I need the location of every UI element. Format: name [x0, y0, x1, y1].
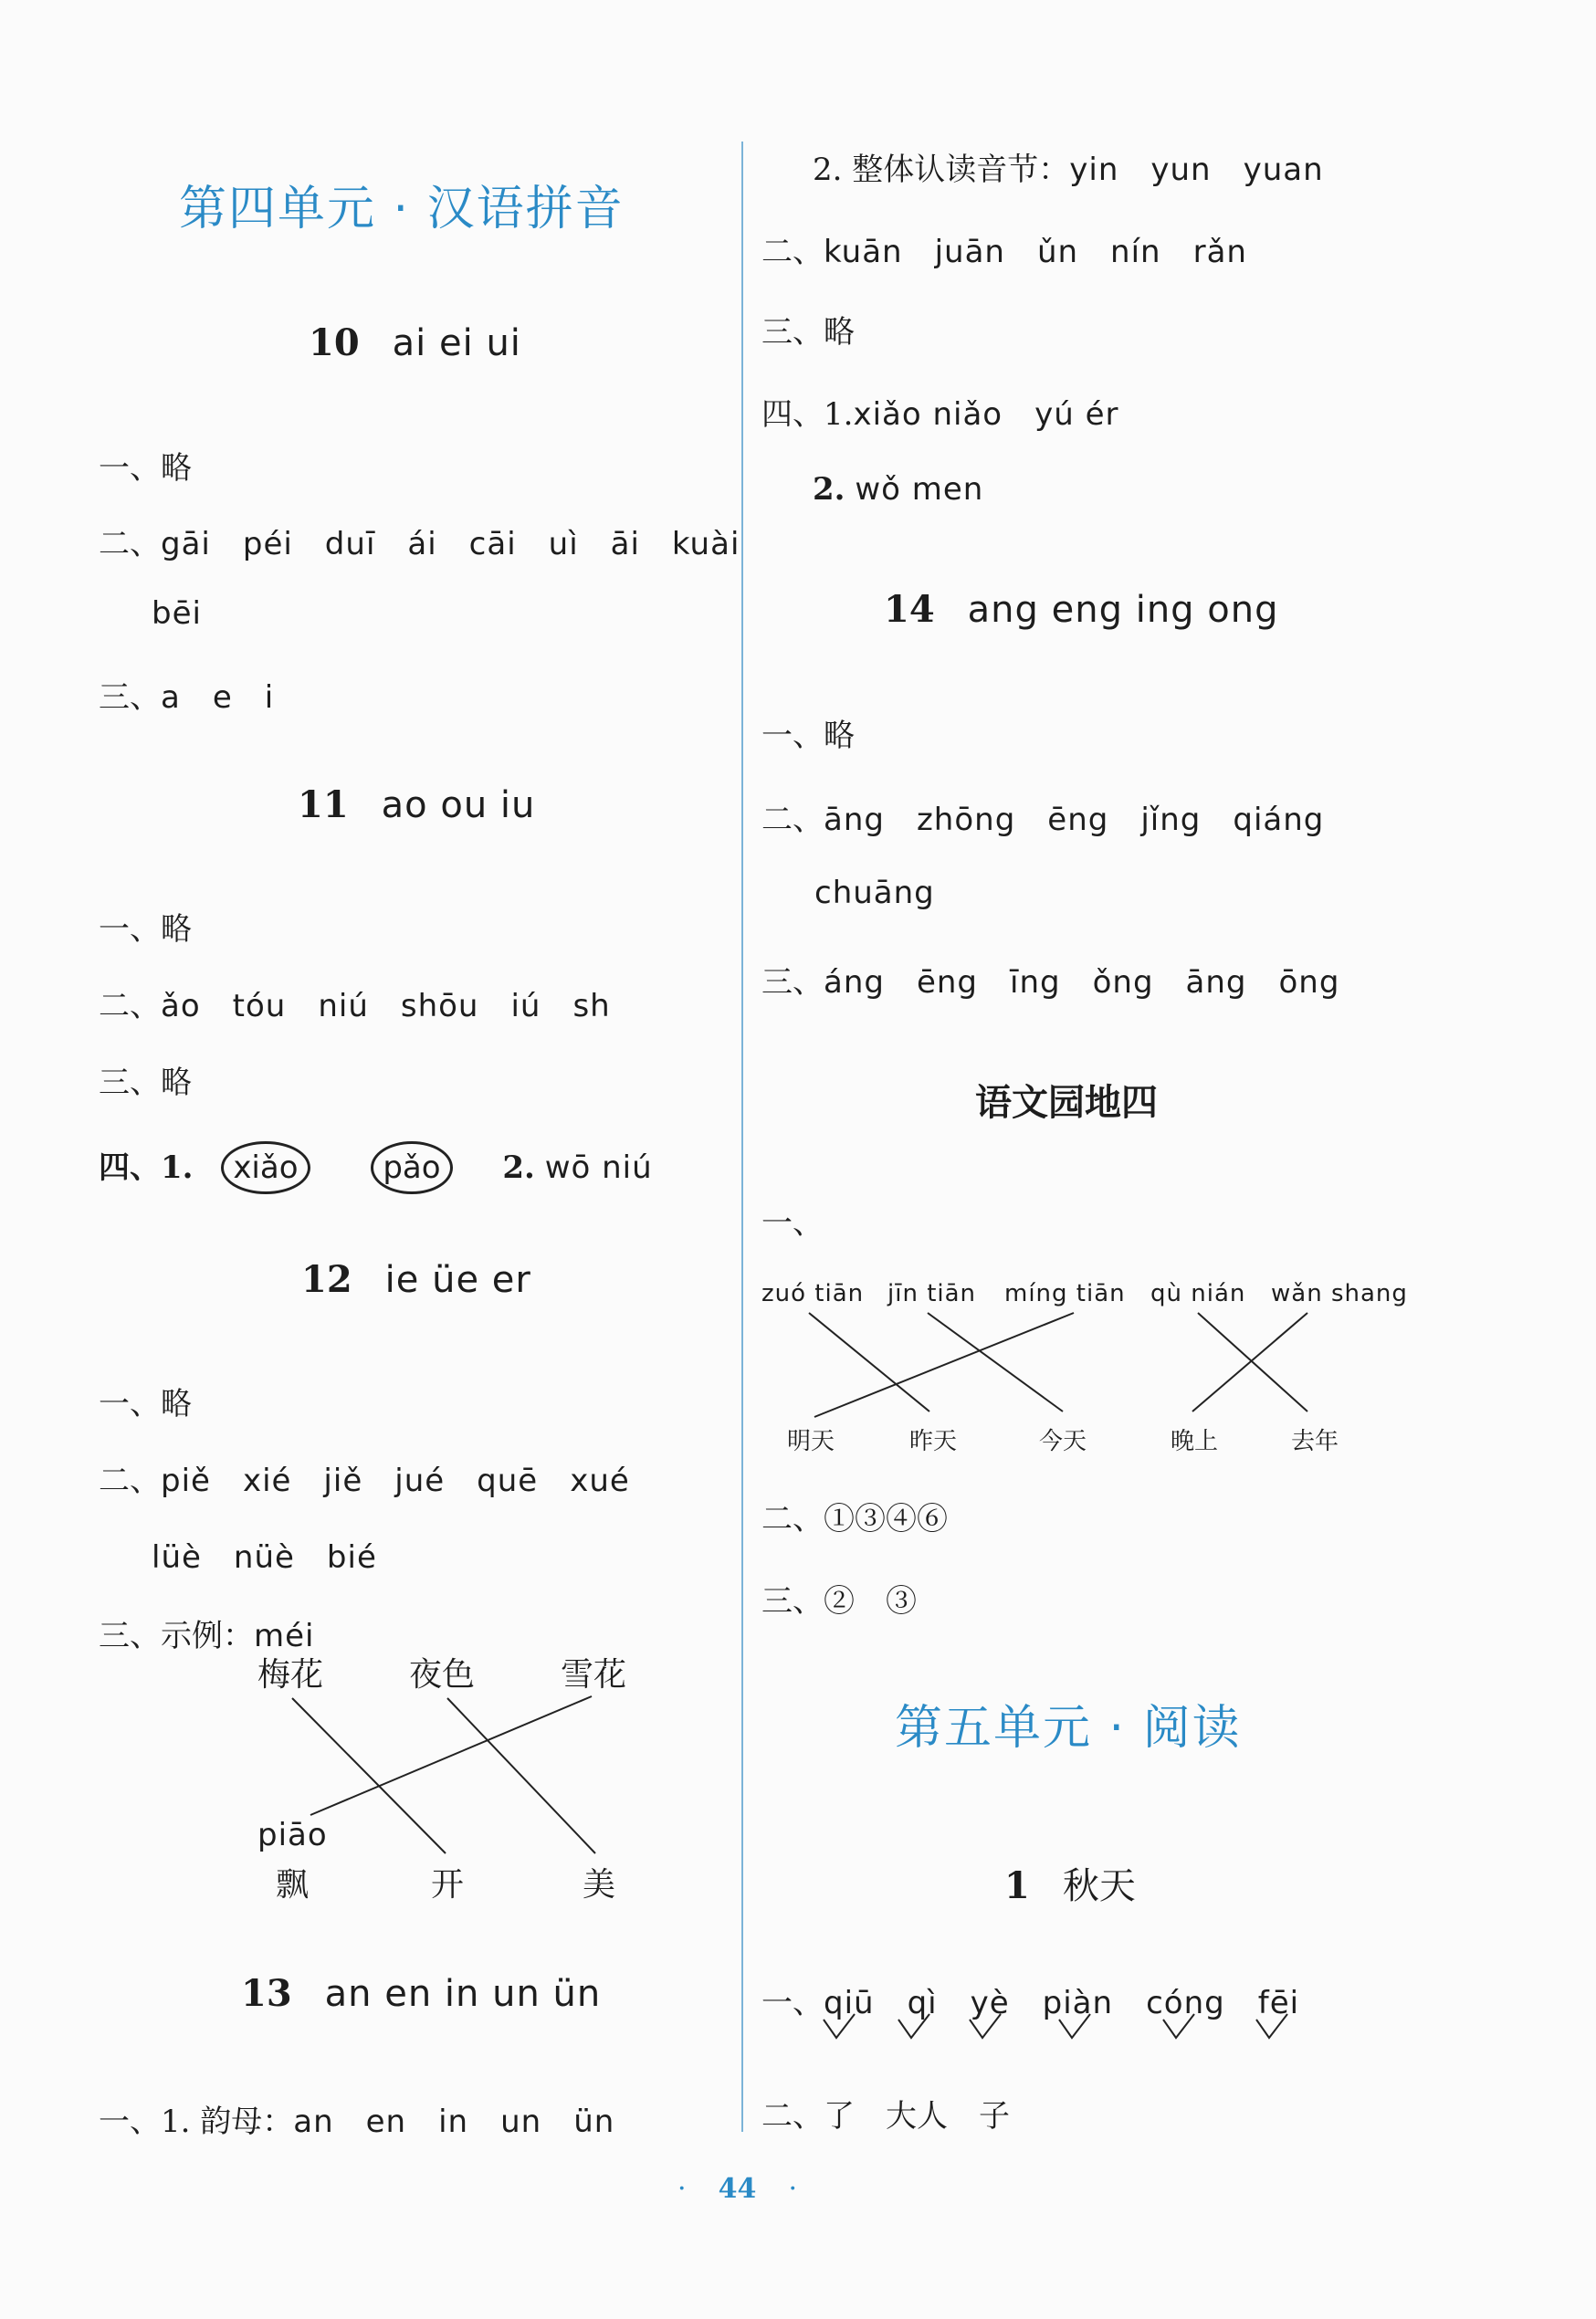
- garden-pinyin: zuó tiān: [761, 1280, 865, 1307]
- lesson-pinyin: ai ei ui: [392, 322, 521, 364]
- r-answer-1: 2. 整体认读音节：yin yun yuan: [813, 152, 1324, 188]
- l13-answer-1: 一、1. 韵母：an en in un ün: [99, 2104, 615, 2140]
- garden-pinyin: míng tiān: [1004, 1280, 1126, 1307]
- garden-word: 昨天: [909, 1428, 958, 1455]
- garden-word: 去年: [1291, 1428, 1339, 1455]
- match-bottom-word: 美: [583, 1866, 616, 1904]
- garden-word: 今天: [1039, 1428, 1087, 1455]
- r-answer-5: 2. wǒ men: [813, 471, 984, 508]
- unit4-title: 第四单元 · 汉语拼音: [179, 182, 625, 236]
- garden-pinyin: qù nián: [1150, 1280, 1246, 1307]
- r-answer-3: 三、略: [761, 314, 855, 351]
- l11-answer-3: 三、略: [99, 1065, 192, 1101]
- r-answer-2: 二、kuān juān ǔn nín rǎn: [761, 234, 1247, 270]
- match-bottom-word: 飘: [276, 1866, 310, 1904]
- lesson-1-heading: 1 秋天: [1004, 1864, 1136, 1907]
- match-top-word: 雪花: [561, 1656, 627, 1694]
- match-bottom-word: 开: [431, 1866, 465, 1904]
- circled-pinyin: xiǎo: [221, 1141, 310, 1194]
- l12-answer-3: 三、示例：méi: [99, 1618, 315, 1654]
- garden-pinyin: jīn tiān: [887, 1280, 977, 1307]
- l14-answer-1: 一、略: [761, 718, 855, 754]
- circled-pinyin: pǎo: [371, 1141, 452, 1194]
- garden-answer-3: 三、② ③: [761, 1583, 917, 1620]
- l14-answer-2: 二、āng zhōng ēng jǐng qiáng: [761, 802, 1325, 838]
- check-icon: [970, 2014, 1001, 2038]
- l11-answer-4: 四、1. xiǎo pǎo 2. wō niú: [99, 1141, 653, 1194]
- q1-answer-2: 二、了 大人 子: [761, 2098, 1010, 2135]
- l12-answer-2: 二、piě xié jiě jué quē xué: [99, 1463, 630, 1499]
- l14-answer-3: 三、áng ēng īng ǒng āng ōng: [761, 964, 1340, 1001]
- check-icon: [1163, 2014, 1194, 2038]
- garden-word: 明天: [787, 1428, 835, 1455]
- l12-answer-2b: lüè nüè bié: [152, 1539, 377, 1576]
- check-icon: [898, 2014, 929, 2038]
- l12-answer-1: 一、略: [99, 1386, 192, 1422]
- lesson-12-heading: 12 ie üe er: [301, 1258, 531, 1301]
- l14-answer-2b: chuāng: [814, 875, 935, 911]
- check-icon: [1059, 2014, 1090, 2038]
- l10-answer-2: 二、gāi péi duī ái cāi uì āi kuài: [99, 526, 740, 562]
- l11-answer-1: 一、略: [99, 911, 192, 948]
- q1-answer-1: 一、qiū qì yè piàn cóng fēi: [761, 1985, 1300, 2021]
- lesson-13-heading: 13 an en in un ün: [241, 1972, 602, 2015]
- lesson-number: 10: [309, 321, 360, 364]
- garden-answer-2: 二、①③④⑥: [761, 1501, 948, 1537]
- lesson-11-heading: 11 ao ou iu: [298, 783, 536, 826]
- garden-pinyin: wǎn shang: [1271, 1280, 1408, 1307]
- l10-answer-1: 一、略: [99, 450, 192, 487]
- unit5-title: 第五单元 · 阅读: [895, 1701, 1242, 1756]
- match-top-word: 夜色: [409, 1656, 476, 1694]
- l11-answer-2: 二、ǎo tóu niú shōu iú sh: [99, 988, 611, 1024]
- page-footer: · 44 ·: [677, 2173, 798, 2205]
- r-answer-4: 四、1.xiǎo niǎo yú ér: [761, 396, 1119, 433]
- garden-word: 晚上: [1171, 1428, 1219, 1455]
- page-number: 44: [718, 2173, 757, 2205]
- check-icon: [1256, 2014, 1287, 2038]
- l10-answer-2b: bēi: [152, 595, 202, 632]
- lesson-14-heading: 14 ang eng ing ong: [884, 588, 1279, 631]
- check-icon: [824, 2014, 855, 2038]
- match-bottom-pinyin: piāo: [257, 1817, 328, 1853]
- garden-answer-1: 一、: [761, 1205, 824, 1242]
- match-top-word: 梅花: [257, 1656, 324, 1694]
- l10-answer-3: 三、a e i: [99, 679, 275, 716]
- garden-4-title: 语文园地四: [975, 1081, 1158, 1124]
